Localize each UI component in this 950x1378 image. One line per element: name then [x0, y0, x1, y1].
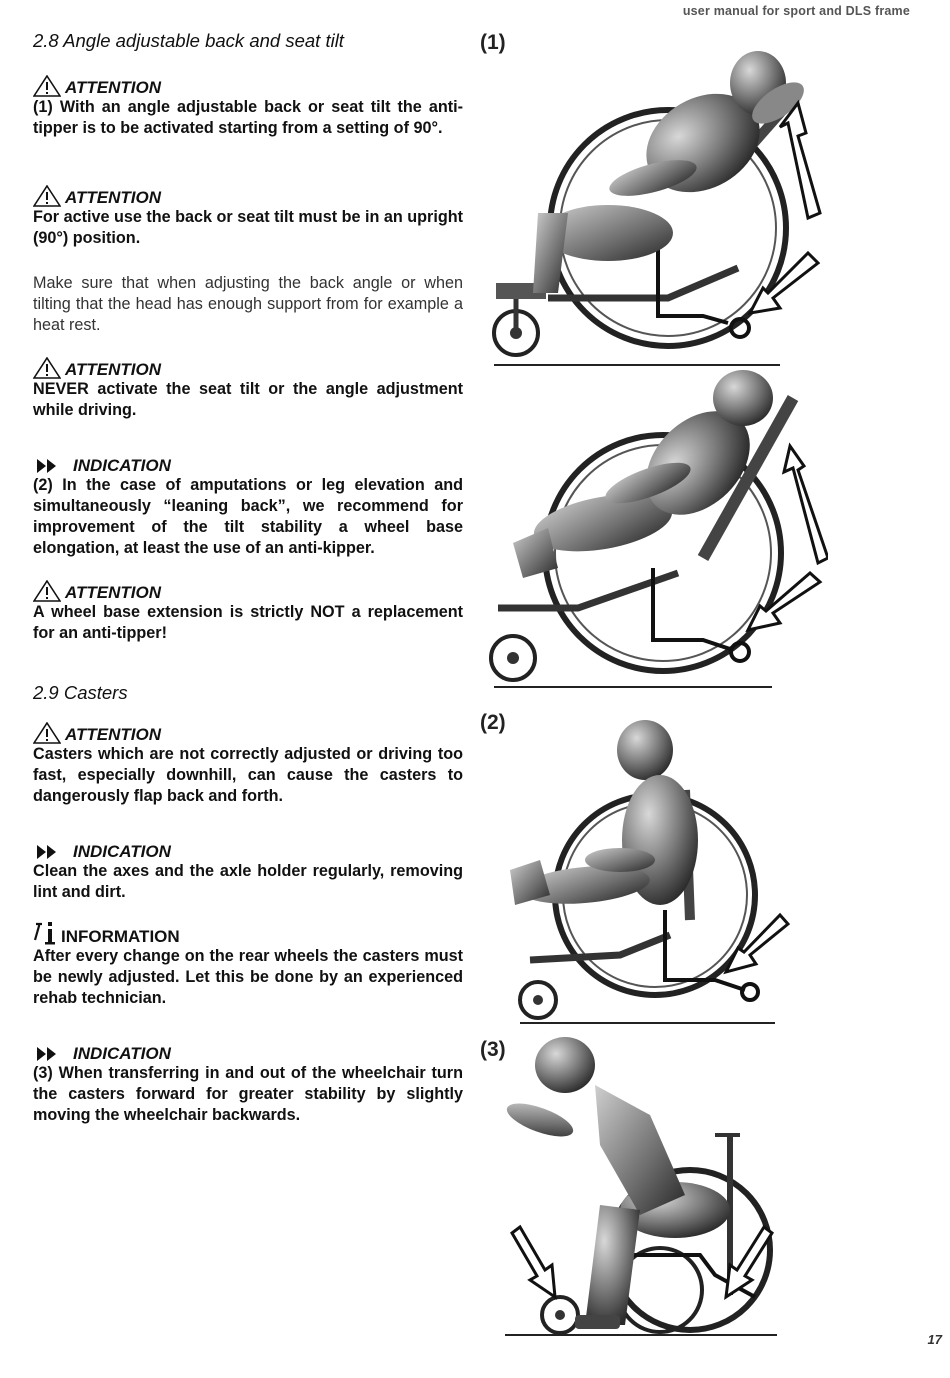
- warning-triangle-icon: [33, 722, 61, 744]
- attention-label: ATTENTION: [65, 78, 162, 97]
- attention-text: NEVER activate the seat tilt or the angle adjustment while driving.: [33, 380, 463, 419]
- attention-text: Casters which are not correctly adjusted or driving too fast, especially downhill, can cause the casters to dangerously flap back and forth.: [33, 745, 463, 805]
- indication-text: (3) When transferring in and out of the wheelchair turn the casters forward for greater stability by slightly moving the wheelchair backwards.: [33, 1064, 463, 1124]
- double-arrow-icon: [33, 457, 69, 475]
- attention-text: For active use the back or seat tilt must be in an upright (90°) position.: [33, 208, 463, 247]
- attention-block: [33, 355, 463, 421]
- attention-block: [33, 183, 463, 249]
- indication-text: Clean the axes and the axle holder regularly, removing lint and dirt.: [33, 862, 463, 901]
- double-arrow-icon: [33, 1045, 69, 1063]
- wheelchair-illustration-transfer: [500, 1035, 790, 1345]
- attention-label: ATTENTION: [65, 360, 162, 379]
- indication-block: [33, 451, 463, 559]
- indication-block: [33, 1039, 463, 1126]
- plain-text: Make sure that when adjusting the back angle or when tilting that the head has enough support from for example a heat rest.: [33, 274, 463, 334]
- warning-triangle-icon: [33, 75, 61, 97]
- section-title-2-9: 2.9 Casters: [33, 682, 128, 703]
- figure-label-3: (3): [480, 1038, 506, 1061]
- info-tool-icon: [33, 920, 59, 946]
- information-block: [33, 922, 463, 1009]
- figure-label-1: (1): [480, 31, 506, 54]
- indication-label: INDICATION: [73, 1044, 171, 1063]
- wheelchair-illustration-reclined: [488, 28, 828, 368]
- warning-triangle-icon: [33, 580, 61, 602]
- wheelchair-illustration-leg-elevation: [500, 710, 790, 1030]
- warning-triangle-icon: [33, 185, 61, 207]
- indication-label: INDICATION: [73, 842, 171, 861]
- indication-text: (2) In the case of amputations or leg elevation and simultaneously “leaning back”, we recommend for improvement of the tilt stability a wheel base elongation, at least the use of an anti-kipper.: [33, 476, 463, 557]
- plain-paragraph: [33, 273, 463, 336]
- indication-label: INDICATION: [73, 456, 171, 475]
- attention-block: [33, 73, 463, 139]
- figure-label-2: (2): [480, 711, 506, 734]
- attention-text: A wheel base extension is strictly NOT a replacement for an anti-tipper!: [33, 603, 463, 642]
- information-text: After every change on the rear wheels the casters must be newly adjusted. Let this be done by an experienced rehab technician.: [33, 947, 463, 1007]
- page-number: 17: [927, 1332, 942, 1347]
- indication-block: [33, 837, 463, 903]
- double-arrow-icon: [33, 843, 69, 861]
- attention-text: (1) With an angle adjustable back or seat tilt the anti-tipper is to be activated starting from a setting of 90°.: [33, 98, 463, 137]
- information-label: INFORMATION: [61, 927, 180, 946]
- attention-block: [33, 720, 463, 807]
- attention-label: ATTENTION: [65, 725, 162, 744]
- section-title-2-8: 2.8 Angle adjustable back and seat tilt: [33, 30, 344, 51]
- page-header: user manual for sport and DLS frame: [682, 4, 910, 18]
- attention-label: ATTENTION: [65, 188, 162, 207]
- attention-block: [33, 578, 463, 644]
- wheelchair-illustration-tilted: [488, 368, 828, 693]
- warning-triangle-icon: [33, 357, 61, 379]
- attention-label: ATTENTION: [65, 583, 162, 602]
